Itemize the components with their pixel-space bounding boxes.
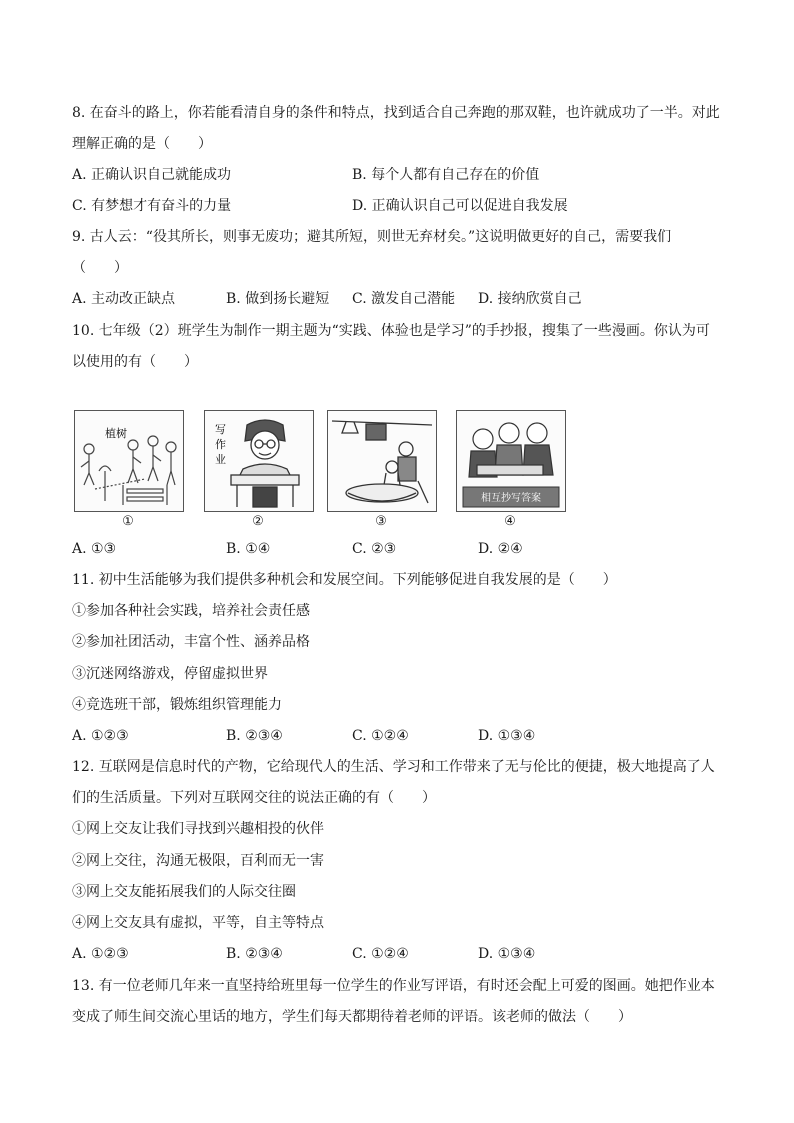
question-13-text-cont: 变成了师生间交流心里话的地方，学生们每天都期待着老师的评语。该老师的做法（ ） [72, 1009, 632, 1025]
option-12d: D. ①③④ [478, 946, 536, 962]
question-11-text: 11. 初中生活能够为我们提供多种机会和发展空间。下列能够促进自我发展的是（ ） [72, 572, 617, 588]
tree-planting-illustration [75, 411, 183, 511]
panel-1-number: ① [122, 514, 134, 529]
option-11a: A. ①②③ [72, 728, 129, 744]
option-11c: C. ①②④ [352, 728, 409, 744]
option-8a: A. 正确认识自己就能成功 [72, 167, 232, 183]
question-10-text: 10. 七年级（2）班学生为制作一期主题为“实践、体验也是学习”的手抄报，搜集了一些漫画。你认为可 [72, 323, 710, 339]
option-8c: C. 有梦想才有奋斗的力量 [72, 198, 232, 214]
question-12-item-2: ②网上交往，沟通无极限，百利而无一害 [72, 853, 324, 869]
panel-3-number: ③ [375, 514, 387, 529]
option-12c: C. ①②④ [352, 946, 409, 962]
option-12a: A. ①②③ [72, 946, 129, 962]
option-10d: D. ②④ [478, 541, 523, 557]
panel-4-caption: 相互抄写答案 [481, 493, 541, 504]
washing-clothes-illustration [328, 411, 436, 511]
question-12-item-4: ④网上交友具有虚拟，平等，自主等特点 [72, 915, 324, 931]
question-12-item-3: ③网上交友能拓展我们的人际交往圈 [72, 884, 296, 900]
copying-answers-illustration [457, 411, 565, 511]
question-13-text: 13. 有一位老师几年来一直坚持给班里每一位学生的作业写评语，有时还会配上可爱的图画。她把作业本 [72, 978, 715, 994]
panel-2-number: ② [252, 514, 264, 529]
option-11b: B. ②③④ [226, 728, 283, 744]
option-9b: B. 做到扬长避短 [226, 291, 330, 307]
option-9c: C. 激发自己潜能 [352, 291, 456, 307]
question-12-text-cont: 们的生活质量。下列对互联网交往的说法正确的有（ ） [72, 790, 436, 806]
option-12b: B. ②③④ [226, 946, 283, 962]
comic-panel-4 [456, 410, 566, 512]
panel-2-caption-3: 业 [215, 453, 226, 466]
question-9-text: 9. 古人云：“役其所长，则事无废功；避其所短，则世无弃材矣。”这说明做更好的自己，需要我们 [72, 229, 672, 245]
comic-panel-3 [327, 410, 437, 512]
panel-4-number: ④ [504, 514, 516, 529]
comic-panels [72, 410, 592, 532]
option-9a: A. 主动改正缺点 [72, 291, 176, 307]
question-12-text: 12. 互联网是信息时代的产物，它给现代人的生活、学习和工作带来了无与伦比的便捷，极大地提高了人 [72, 759, 715, 775]
question-10-text-cont: 以使用的有（ ） [72, 354, 198, 370]
option-11d: D. ①③④ [478, 728, 536, 744]
question-11-item-3: ③沉迷网络游戏，停留虚拟世界 [72, 666, 268, 682]
comic-panel-1 [74, 410, 184, 512]
panel-2-caption-2: 作 [215, 438, 226, 451]
question-11-item-2: ②参加社团活动，丰富个性、涵养品格 [72, 634, 310, 650]
option-8b: B. 每个人都有自己存在的价值 [352, 167, 540, 183]
homework-illustration [205, 411, 313, 511]
question-8-text: 8. 在奋斗的路上，你若能看清自身的条件和特点，找到适合自己奔跑的那双鞋，也许就成功了一半。对此 [72, 105, 720, 121]
option-10b: B. ①④ [226, 541, 271, 557]
comic-panel-2 [204, 410, 314, 512]
question-11-item-1: ①参加各种社会实践，培养社会责任感 [72, 603, 310, 619]
panel-1-caption: 植树 [105, 427, 127, 440]
option-9d: D. 接纳欣赏自己 [478, 291, 582, 307]
option-10a: A. ①③ [72, 541, 117, 557]
question-8-text-cont: 理解正确的是（ ） [72, 136, 212, 152]
option-10c: C. ②③ [352, 541, 397, 557]
option-8d: D. 正确认识自己可以促进自我发展 [352, 198, 568, 214]
question-9-text-cont: （ ） [72, 260, 128, 276]
question-11-item-4: ④竞选班干部，锻炼组织管理能力 [72, 697, 282, 713]
panel-2-caption-1: 写 [215, 423, 226, 436]
question-12-item-1: ①网上交友让我们寻找到兴趣相投的伙伴 [72, 821, 324, 837]
